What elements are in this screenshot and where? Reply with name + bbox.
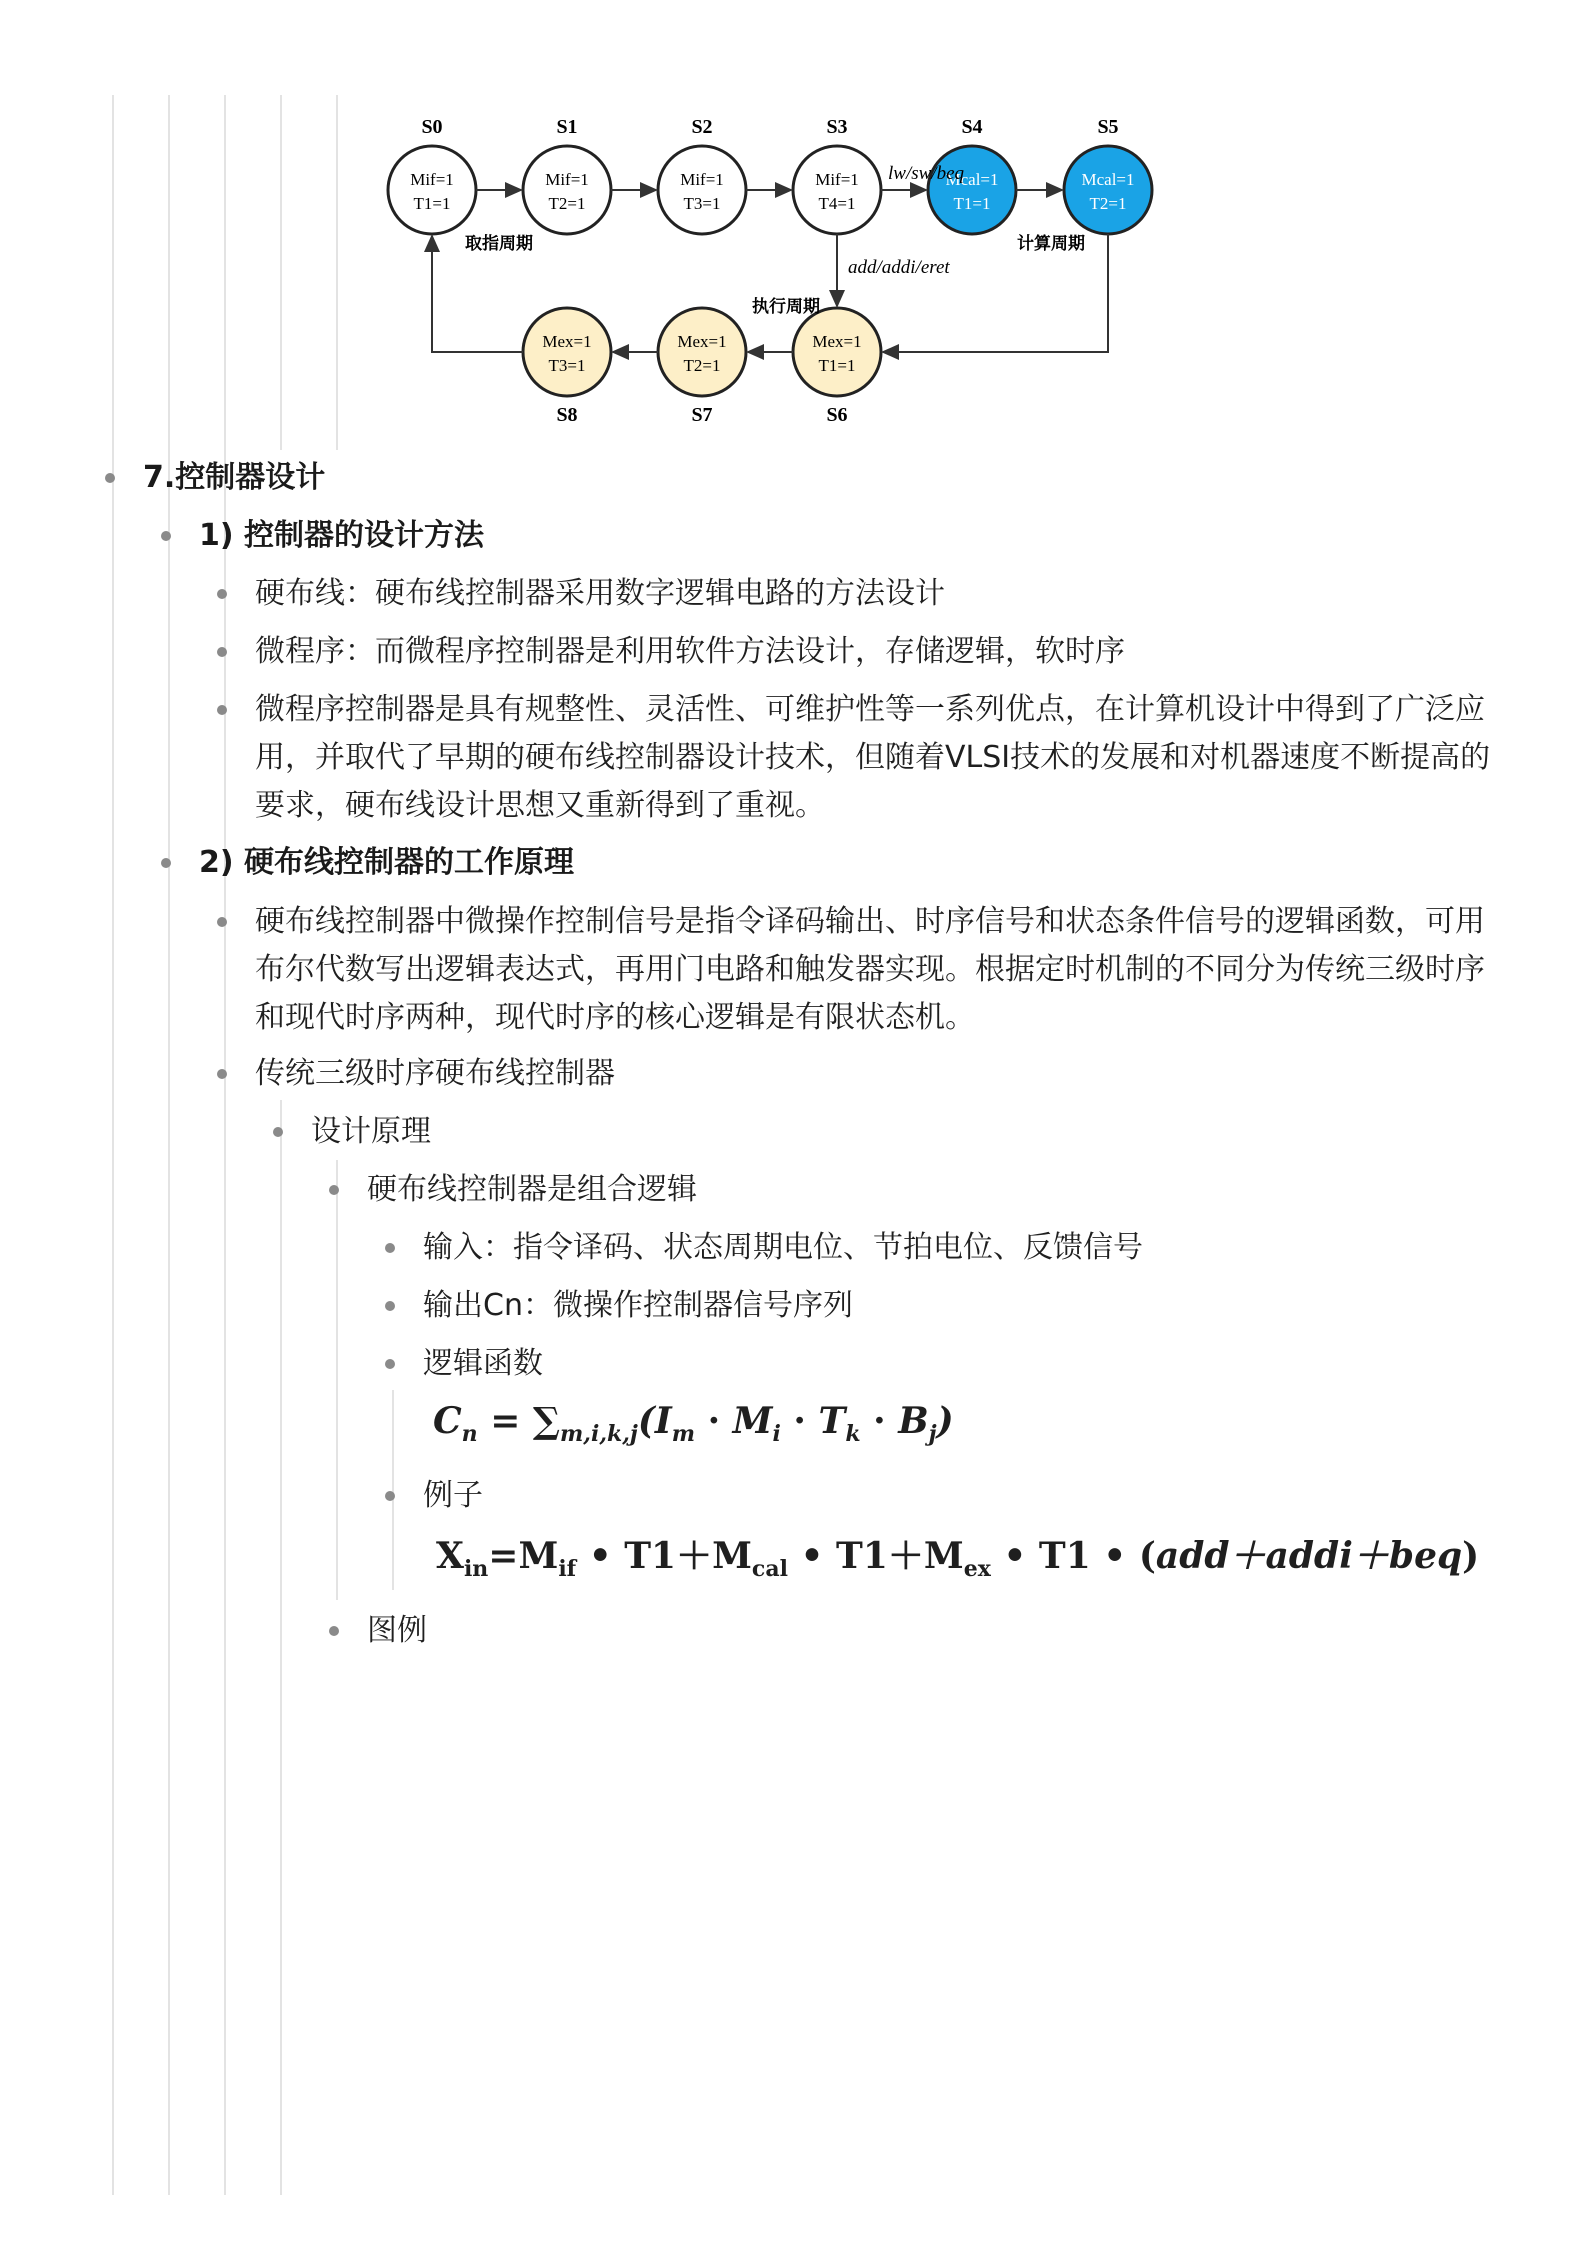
state-s1-line2: T2=1 — [548, 194, 586, 213]
state-s0-line1: Mif=1 — [410, 170, 454, 189]
state-s3-line1: Mif=1 — [815, 170, 859, 189]
state-id-s7: S7 — [691, 404, 713, 426]
state-s6 — [793, 308, 881, 396]
state-s6-line1: Mex=1 — [812, 332, 862, 351]
logic-function-formula: $C_n = \sum_{m,i,k,j}(I_m \cdot M_i \cdot T_k \cdot B_j)$ — [433, 1400, 954, 1448]
example-formula: $X_{in}=M_{if}$ • $T1+M_{cal}$ • $T1+M_{ex}$ • T1 • (add＋addi＋beq) — [436, 1535, 1480, 1583]
state-s4-line2: T1=1 — [953, 194, 991, 213]
state-s2-line1: Mif=1 — [680, 170, 724, 189]
list-item: 逻辑函数 — [423, 1346, 543, 1381]
fetch-cycle-label: 取指周期 — [465, 234, 533, 254]
list-item: 输出Cn：微操作控制器信号序列 — [423, 1288, 853, 1323]
indent-guide-3 — [224, 95, 226, 2195]
list-item: 输入：指令译码、状态周期电位、节拍电位、反馈信号 — [423, 1230, 1143, 1265]
state-s5 — [1064, 146, 1152, 234]
list-item: 微程序：而微程序控制器是利用软件方法设计，存储逻辑，软时序 — [255, 634, 1125, 669]
state-s2-line2: T3=1 — [683, 194, 721, 213]
indent-guide-6 — [280, 1100, 282, 2195]
state-id-s6: S6 — [826, 404, 848, 426]
lw-sw-beq-label: lw/sw/beq — [888, 163, 965, 184]
state-machine-diagram — [380, 108, 1240, 438]
bullet — [329, 1185, 339, 1195]
bullet — [105, 473, 115, 483]
indent-guide-4 — [280, 95, 282, 450]
add-addi-eret-label: add/addi/eret — [848, 257, 950, 278]
list-item: 硬布线控制器中微操作控制信号是指令译码输出、时序信号和状态条件信号的逻辑函数，可用布尔代数写出逻辑表达式，再用门电路和触发器实现。根据定时机制的不同分为传统三级时序和现代时序两种，现代时序的核心逻辑是有限状态机。 — [255, 904, 1485, 1035]
state-s8-line2: T3=1 — [548, 356, 586, 375]
state-id-s3: S3 — [826, 116, 848, 138]
state-id-s0: S0 — [421, 116, 443, 138]
state-s1-line1: Mif=1 — [545, 170, 589, 189]
state-id-s1: S1 — [556, 116, 578, 138]
bullet — [329, 1626, 339, 1636]
bullet — [217, 705, 227, 715]
indent-guide-8 — [392, 1390, 394, 1590]
exec-cycle-label: 执行周期 — [752, 297, 820, 317]
state-s4-line1: Mcal=1 — [945, 170, 999, 189]
indent-guide-7 — [336, 1160, 338, 1600]
list-item: 硬布线：硬布线控制器采用数字逻辑电路的方法设计 — [255, 576, 945, 611]
state-id-s2: S2 — [691, 116, 713, 138]
bullet — [217, 647, 227, 657]
state-s0-line2: T1=1 — [413, 194, 451, 213]
state-s8 — [523, 308, 611, 396]
list-item: 传统三级时序硬布线控制器 — [255, 1056, 615, 1091]
bullet — [217, 1069, 227, 1079]
state-s8-line1: Mex=1 — [542, 332, 592, 351]
bullet — [385, 1359, 395, 1369]
bullet — [273, 1127, 283, 1137]
state-s3-line2: T4=1 — [818, 194, 856, 213]
state-s7-line2: T2=1 — [683, 356, 721, 375]
subsection-title-2: 2) 硬布线控制器的工作原理 — [199, 845, 575, 880]
list-item: 设计原理 — [311, 1114, 431, 1149]
bullet — [385, 1491, 395, 1501]
state-s7-line1: Mex=1 — [677, 332, 727, 351]
bullet — [217, 917, 227, 927]
state-id-s4: S4 — [961, 116, 983, 138]
state-s7 — [658, 308, 746, 396]
state-s2 — [658, 146, 746, 234]
section-title-7: 7.控制器设计 — [143, 460, 326, 495]
calc-cycle-label: 计算周期 — [1017, 234, 1085, 254]
indent-guide-1 — [112, 95, 114, 2195]
bullet — [161, 858, 171, 868]
state-s4 — [928, 146, 1016, 234]
bullet — [217, 589, 227, 599]
list-item: 硬布线控制器是组合逻辑 — [367, 1172, 697, 1207]
bullet — [385, 1301, 395, 1311]
state-s3 — [793, 146, 881, 234]
state-s5-line1: Mcal=1 — [1081, 170, 1135, 189]
list-item: 图例 — [367, 1613, 427, 1648]
state-s5-line2: T2=1 — [1089, 194, 1127, 213]
state-id-s8: S8 — [556, 404, 578, 426]
state-s0 — [388, 146, 476, 234]
list-item: 例子 — [423, 1478, 483, 1513]
bullet — [161, 531, 171, 541]
bullet — [385, 1243, 395, 1253]
state-s6-line2: T1=1 — [818, 356, 856, 375]
subsection-title-1: 1) 控制器的设计方法 — [199, 518, 485, 553]
list-item: 微程序控制器是具有规整性、灵活性、可维护性等一系列优点，在计算机设计中得到了广泛应用，并取代了早期的硬布线控制器设计技术，但随着VLSI技术的发展和对机器速度不断提高的要求，硬布线设计思想又重新得到了重视。 — [255, 692, 1491, 823]
indent-guide-5 — [336, 95, 338, 450]
state-s1 — [523, 146, 611, 234]
state-id-s5: S5 — [1097, 116, 1119, 138]
indent-guide-2 — [168, 95, 170, 2195]
